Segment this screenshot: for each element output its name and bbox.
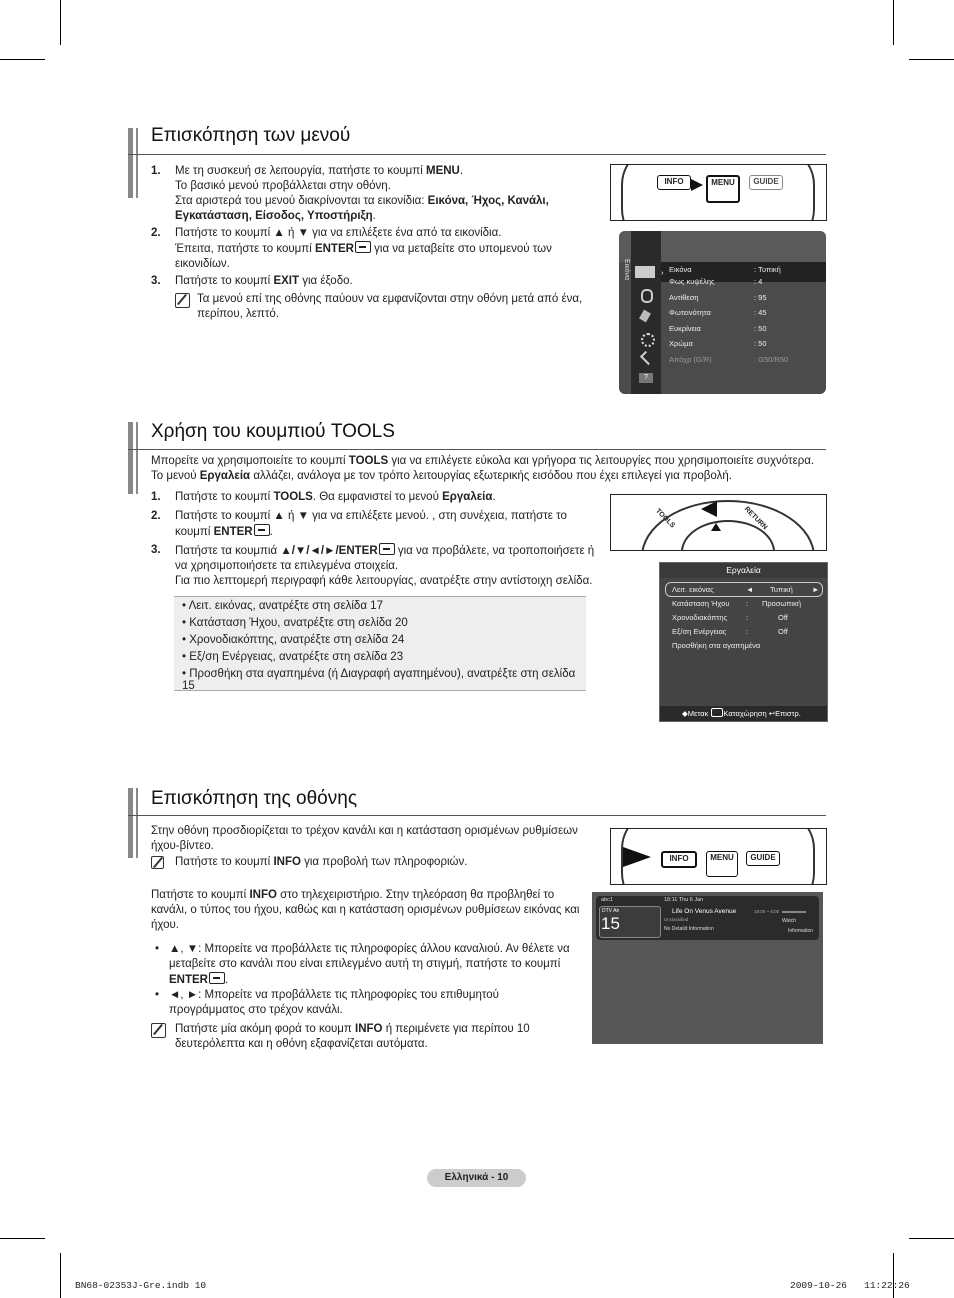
info-key: INFO bbox=[355, 1023, 383, 1035]
program-time: 18:00 ~ 6:00 bbox=[754, 909, 780, 914]
information-hint: Information bbox=[788, 928, 814, 934]
step-text: για να προβάλετε, να τροποποιήσετε ή να χρησιμοποιήσετε τα επιλεγμένα στοιχεία. bbox=[175, 545, 595, 572]
tools-row-separator: : bbox=[746, 627, 749, 636]
tools-row-value: Off bbox=[778, 627, 788, 636]
menu-side-label: Εικόνα bbox=[623, 259, 630, 281]
tools-button-image: TOOLS bbox=[654, 507, 676, 530]
tv-picture-menu bbox=[619, 231, 826, 394]
move-icon: ◆ bbox=[682, 709, 688, 718]
step-number: 1. bbox=[151, 491, 161, 503]
menu-row-value: : G50/R50 bbox=[754, 354, 789, 364]
menu-row-value: : Τυπική bbox=[754, 265, 781, 274]
tools-row-label[interactable]: Εξ/ση Ενέργειας bbox=[672, 627, 727, 636]
enter-icon bbox=[711, 708, 723, 717]
step-text: Έπειτα, πατήστε το κουμπί bbox=[175, 243, 315, 255]
left-arrow-icon: ◄ bbox=[746, 585, 754, 594]
move-hint: Μετακ bbox=[687, 709, 709, 718]
reference-item: • Εξ/ση Ενέργειας, ανατρέξτε στη σελίδα 23 bbox=[182, 651, 404, 663]
text: για προβολή των πληροφοριών. bbox=[300, 856, 468, 868]
step-text: για να μεταβείτε στο υπομενού των εικονιδίων. bbox=[175, 243, 552, 270]
section-rule bbox=[128, 815, 826, 816]
enter-key: ENTER bbox=[314, 243, 354, 255]
text: για να επιλέγετε εύκολα και γρήγορα τις λειτουργίες που χρησιμοποιείτε συχνότερα. bbox=[388, 455, 815, 467]
menu-row-label[interactable]: Αντίθεση bbox=[669, 292, 699, 302]
crop-mark bbox=[893, 0, 894, 45]
tools-menu bbox=[659, 562, 828, 722]
crop-mark bbox=[0, 59, 45, 60]
text: Πατήστε το κουμπί bbox=[175, 856, 274, 868]
menu-key: MENU bbox=[425, 165, 460, 177]
progress-bar bbox=[782, 911, 806, 913]
step-text: για έξοδο. bbox=[299, 275, 353, 287]
menu-row-arrow: › bbox=[661, 268, 664, 277]
arrow-pointer-icon bbox=[623, 847, 651, 867]
info-key: INFO bbox=[249, 889, 277, 901]
step-text: Πατήστε τα κουμπιά bbox=[175, 545, 281, 557]
menu-row-value: : 50 bbox=[754, 339, 767, 348]
menu-row-label[interactable]: Χρώμα bbox=[669, 339, 693, 348]
page-number-badge: Ελληνικά - 10 bbox=[427, 1169, 526, 1187]
remote-control-image bbox=[610, 828, 827, 885]
info-paragraph bbox=[151, 888, 581, 933]
menu-row-value: : 45 bbox=[754, 308, 767, 317]
menu-row-value: : 95 bbox=[754, 292, 767, 302]
section-title: Χρήση του κουμπιού TOOLS bbox=[151, 421, 395, 442]
text: Το μενού bbox=[151, 470, 200, 482]
menu-button-image: MENU bbox=[706, 175, 740, 203]
section-marker bbox=[136, 422, 138, 494]
step-text: Πατήστε το κουμπί bbox=[175, 275, 274, 287]
enter-key: ENTER bbox=[169, 974, 208, 986]
menu-row-label[interactable]: Εικόνα bbox=[669, 265, 692, 274]
intro-text bbox=[151, 454, 831, 484]
reference-item: • Χρονοδιακόπτης, ανατρέξτε στη σελίδα 24 bbox=[182, 634, 405, 646]
step-number: 2. bbox=[151, 510, 161, 522]
tools-row-separator: : bbox=[746, 599, 749, 608]
nav-keys: ▲/▼/◄/►/ENTER bbox=[280, 545, 378, 557]
source-label: DTV Air bbox=[602, 908, 620, 914]
enter-icon bbox=[209, 972, 225, 984]
crop-mark bbox=[60, 0, 61, 45]
tools-row-label[interactable]: Κατάσταση Ήχου bbox=[672, 599, 730, 608]
tools-menu-title: Εργαλεία bbox=[660, 563, 827, 578]
setup-icon bbox=[641, 333, 655, 347]
crop-mark bbox=[0, 1238, 45, 1239]
bullet-dot: • bbox=[155, 989, 160, 1001]
section-title: Επισκόπηση των μενού bbox=[151, 125, 351, 146]
info-button-image: INFO bbox=[661, 851, 697, 868]
guide-button-image: GUIDE bbox=[746, 851, 780, 866]
reference-item: • Προσθήκη στα αγαπημένα (ή Διαγραφή αγαπημένου), ανατρέξτε στη σελίδα 15 bbox=[182, 668, 576, 692]
section-marker bbox=[128, 422, 133, 494]
enter-icon bbox=[254, 524, 270, 536]
step-number: 3. bbox=[151, 544, 161, 556]
step-text: Πατήστε το κουμπί bbox=[175, 491, 274, 503]
tv-screen bbox=[592, 892, 823, 1044]
page-reference-list bbox=[174, 596, 586, 691]
intro-text: Στην οθόνη προσδιορίζεται το τρέχον κανάλι και η κατάσταση ορισμένων ρυθμίσεων ήχου-βίντεο. bbox=[151, 825, 578, 852]
return-hint: Επιστρ. bbox=[775, 709, 801, 718]
up-arrow-icon bbox=[711, 523, 721, 531]
step-text: Για πιο λεπτομερή περιγραφή κάθε λειτουργίας, ανατρέξτε στην αντίστοιχη σελίδα. bbox=[175, 575, 593, 587]
watch-hint: Watch bbox=[782, 918, 796, 924]
section-title: Επισκόπηση της οθόνης bbox=[151, 788, 357, 809]
right-arrow-icon: ► bbox=[812, 585, 820, 594]
step-text: Το βασικό μενού προβάλλεται στην οθόνη. bbox=[175, 180, 391, 192]
text: ή περιμένετε για περίπου 10 δευτερόλεπτα και η οθόνη εξαφανίζεται αυτόματα. bbox=[175, 1023, 530, 1050]
note-icon bbox=[175, 293, 190, 308]
tools-menu-name: Εργαλεία bbox=[199, 470, 251, 482]
rating: Unclassified bbox=[664, 917, 689, 922]
note-text: Τα μενού επί της οθόνης παύουν να εμφανίζονται στην οθόνη μετά από ένα, περίπου, λεπτό. bbox=[197, 293, 583, 320]
reference-item: • Λειτ. εικόνας, ανατρέξτε στη σελίδα 17 bbox=[182, 600, 383, 612]
tools-row-value: Τυπική bbox=[770, 585, 793, 594]
text: Πατήστε μία ακόμη φορά το κουμπ bbox=[175, 1023, 356, 1035]
enter-hint: Καταχώρηση bbox=[723, 709, 767, 718]
remote-control-image bbox=[610, 164, 827, 221]
note-icon bbox=[151, 1023, 166, 1038]
return-icon: ↩ bbox=[768, 709, 776, 718]
enter-icon bbox=[355, 241, 371, 253]
date-time: 18:11 Thu 6 Jan bbox=[664, 897, 704, 903]
text: Πατήστε το κουμπί bbox=[151, 889, 250, 901]
sound-icon bbox=[641, 289, 653, 303]
support-icon: ? bbox=[639, 373, 653, 383]
step-text: Με τη συσκευή σε λειτουργία, πατήστε το κουμπί bbox=[175, 165, 426, 177]
section-marker bbox=[136, 128, 138, 198]
section-marker bbox=[136, 788, 138, 858]
section-marker bbox=[128, 788, 133, 858]
section-marker bbox=[128, 128, 133, 198]
step-number: 1. bbox=[151, 165, 161, 177]
tools-footer-hints bbox=[682, 708, 801, 718]
text: ◄, ►: Μπορείτε να προβάλλετε τις πληροφορίες του επιθυμητού προγράμματος στο τρέχον κανάλι. bbox=[169, 989, 499, 1016]
menu-button-image: MENU bbox=[706, 851, 738, 877]
tools-row-label[interactable]: Χρονοδιακόπτης bbox=[672, 613, 728, 622]
icon-names: Εικόνα, Ήχος, Κανάλι, Εγκατάσταση, Είσοδος, Υποστήριξη bbox=[175, 195, 549, 222]
channel-name: abc1 bbox=[601, 897, 613, 903]
section-rule bbox=[128, 154, 826, 155]
step-text: Πατήστε το κουμπί ▲ ή ▼ για να επιλέξετε ένα από τα εικονίδια. bbox=[175, 227, 502, 239]
crop-mark bbox=[60, 1253, 61, 1298]
text: ▲, ▼: Μπορείτε να προβάλλετε τις πληροφορίες άλλου καναλιού. Αν θέλετε να μεταβείτε στο κανάλι που είναι επιλεγμένο αυτή τη στιγμή, πατήστε το κουμπί bbox=[169, 943, 570, 970]
menu-row-label[interactable]: Φως κυψέλης bbox=[669, 277, 715, 286]
step-text: Πατήστε το κουμπί ▲ ή ▼ για να επιλέξετε μενού. , στη συνέχεια, πατήστε το κουμπί bbox=[175, 510, 567, 538]
info-button-image: INFO bbox=[657, 175, 691, 190]
reference-item: • Κατάσταση Ήχου, ανατρέξτε στη σελίδα 20 bbox=[182, 617, 408, 629]
exit-key: EXIT bbox=[273, 275, 299, 287]
arrow-pointer-icon bbox=[691, 179, 703, 191]
section-rule bbox=[128, 449, 826, 450]
enter-icon bbox=[379, 543, 395, 555]
print-date: 2009-10-26 11:22:26 bbox=[790, 1280, 910, 1291]
info-banner bbox=[596, 896, 819, 940]
tools-row-value: Προσωπική bbox=[762, 599, 801, 608]
text: Μπορείτε να χρησιμοποιείτε το κουμπί bbox=[151, 455, 349, 467]
picture-icon bbox=[635, 266, 655, 278]
text: στο τηλεχειριστήριο. Στην τηλεόραση θα προβληθεί το κανάλι, ο τύπος του ήχου, καθώς και η κατάσταση ορισμένων ρυθμίσεων εικόνας και ήχου. bbox=[151, 889, 580, 931]
detail-info: No Detaild Information bbox=[664, 926, 714, 932]
return-button-image: RETURN bbox=[742, 505, 769, 532]
tools-row-value: Off bbox=[778, 613, 788, 622]
crop-mark bbox=[893, 1253, 894, 1298]
tools-menu-name: Εργαλεία bbox=[442, 491, 493, 503]
menu-row-value: : 4 bbox=[754, 277, 763, 286]
crop-mark bbox=[909, 59, 954, 60]
bullet-dot: • bbox=[155, 943, 160, 955]
enter-key: ENTER bbox=[213, 526, 253, 538]
crop-mark bbox=[909, 1238, 954, 1239]
tools-key: TOOLS bbox=[348, 455, 389, 467]
menu-row-label[interactable]: Απόχρ (G/R) bbox=[669, 354, 712, 364]
print-file-info: BN68-02353J-Gre.indb 10 bbox=[75, 1280, 207, 1291]
tools-row-label[interactable]: Προσθήκη στα αγαπημένα bbox=[672, 641, 761, 650]
guide-button-image: GUIDE bbox=[749, 175, 783, 190]
hint-icon bbox=[151, 856, 164, 869]
menu-row-value: : 50 bbox=[754, 323, 767, 333]
step-number: 2. bbox=[151, 227, 161, 239]
step-number: 3. bbox=[151, 275, 161, 287]
step-text: . Θα εμφανιστεί το μενού bbox=[312, 491, 443, 503]
program-title: Life On Venus Avenue bbox=[672, 908, 737, 915]
text: αλλάζει, ανάλογα με τον τρόπο λειτουργίας εξωτερικής εισόδου που έχει επιλεγεί για προβολή. bbox=[250, 470, 732, 482]
arrow-pointer-icon bbox=[701, 501, 717, 517]
menu-row-label[interactable]: Ευκρίνεια bbox=[669, 323, 701, 333]
tools-key: TOOLS bbox=[273, 491, 313, 503]
remote-control-image bbox=[610, 494, 827, 551]
channel-number: 15 bbox=[601, 914, 620, 933]
info-key: INFO bbox=[273, 856, 301, 868]
step-text: Στα αριστερά του μενού διακρίνονται τα εικονίδια: bbox=[175, 195, 428, 207]
tools-row-label[interactable]: Λειτ. εικόνας bbox=[672, 585, 714, 594]
tools-row-separator: : bbox=[746, 613, 749, 622]
menu-row-label[interactable]: Φωτεινότητα bbox=[669, 308, 711, 317]
